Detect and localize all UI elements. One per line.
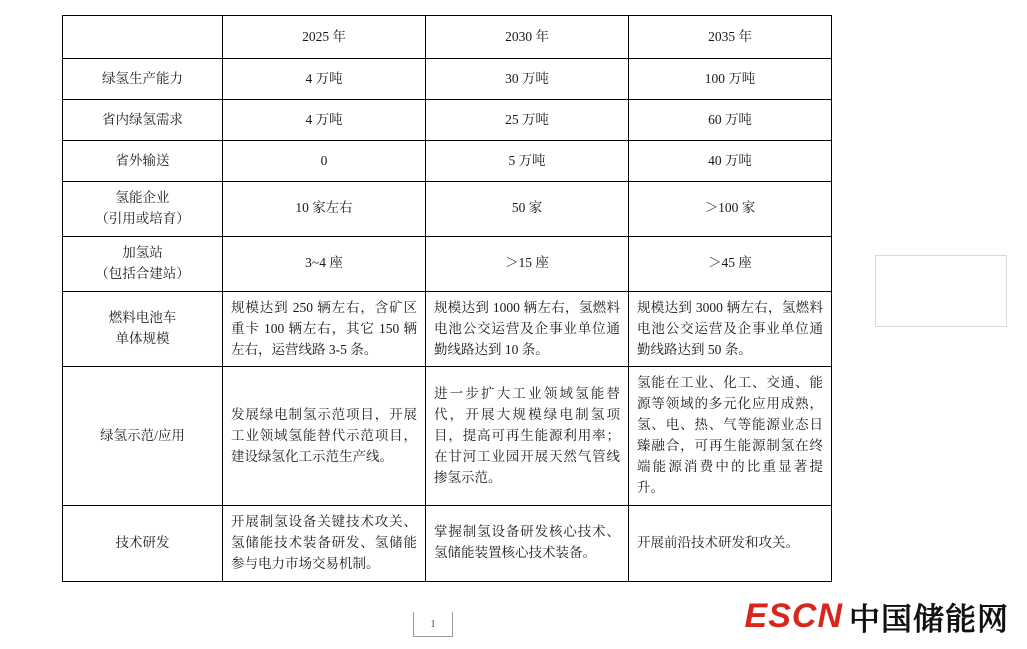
row-label-line2: 单体规模 bbox=[115, 331, 170, 347]
row-cell: 规模达到 1000 辆左右，氢燃料电池公交运营及企事业单位通勤线路达到 10 条。 bbox=[426, 291, 629, 367]
stray-outline-box bbox=[875, 255, 1007, 327]
row-cell: ＞15 座 bbox=[426, 236, 629, 291]
table-row bbox=[63, 59, 832, 100]
row-cell: 0 bbox=[223, 141, 426, 182]
row-cell: 4 万吨 bbox=[223, 59, 426, 100]
row-cell: 规模达到 3000 辆左右，氢燃料电池公交运营及企事业单位通勤线路达到 50 条。 bbox=[629, 291, 832, 367]
table-header-row bbox=[63, 16, 832, 59]
table-row bbox=[63, 141, 832, 182]
table-row bbox=[63, 505, 832, 581]
row-cell: ＞100 家 bbox=[629, 182, 832, 237]
row-label-line1: 氢能企业 bbox=[115, 190, 170, 205]
row-cell: 40 万吨 bbox=[629, 141, 832, 182]
table-row bbox=[63, 236, 832, 291]
row-cell: ＞45 座 bbox=[629, 236, 832, 291]
row-cell: 开展前沿技术研发和攻关。 bbox=[629, 505, 832, 581]
row-label-line1: 加氢站 bbox=[122, 244, 163, 260]
row-cell: 掌握制氢设备研发核心技术、氢储能装置核心技术装备。 bbox=[426, 505, 629, 581]
row-label-line2: （引用或培育） bbox=[95, 210, 190, 226]
row-cell: 5 万吨 bbox=[426, 141, 629, 182]
row-label: 省外输送 bbox=[63, 141, 223, 182]
site-watermark bbox=[745, 594, 1009, 639]
watermark-brand-cn: 中国储能网 bbox=[849, 602, 1009, 637]
table-header-cell-blank bbox=[63, 16, 223, 59]
row-label-line1: 燃料电池车 bbox=[108, 310, 177, 326]
table-row bbox=[63, 367, 832, 506]
row-cell: 进一步扩大工业领域氢能替代，开展大规模绿电制氢项目，提高可再生能源利用率；在甘河工业园开展天然气管线掺氢示范。 bbox=[426, 367, 629, 506]
row-label: 省内绿氢需求 bbox=[63, 100, 223, 141]
row-cell: 100 万吨 bbox=[629, 59, 832, 100]
table-row bbox=[63, 100, 832, 141]
table-row bbox=[63, 291, 832, 367]
row-cell: 60 万吨 bbox=[629, 100, 832, 141]
row-label: 绿氢生产能力 bbox=[63, 59, 223, 100]
policy-table-container bbox=[62, 15, 832, 582]
row-cell: 4 万吨 bbox=[223, 100, 426, 141]
row-cell: 25 万吨 bbox=[426, 100, 629, 141]
table-header-cell-2025: 2025 年 bbox=[223, 16, 426, 59]
page-number-marker: 1 bbox=[413, 612, 453, 637]
row-cell: 氢能在工业、化工、交通、能源等领域的多元化应用成熟，氢、电、热、气等能源业态日臻融合，可再生能源制氢在终端能源消费中的比重显著提升。 bbox=[629, 367, 832, 506]
row-cell: 3~4 座 bbox=[223, 236, 426, 291]
row-cell: 10 家左右 bbox=[223, 182, 426, 237]
row-cell: 规模达到 250 辆左右，含矿区重卡 100 辆左右，其它 150 辆左右，运营线路 3-5 条。 bbox=[223, 291, 426, 367]
row-label-line2: （包括合建站） bbox=[95, 265, 190, 281]
row-cell: 发展绿电制氢示范项目，开展工业领域氢能替代示范项目，建设绿氢化工示范生产线。 bbox=[223, 367, 426, 506]
table-header-cell-2030: 2030 年 bbox=[426, 16, 629, 59]
row-cell: 开展制氢设备关键技术攻关、氢储能技术装备研发、氢储能参与电力市场交易机制。 bbox=[223, 505, 426, 581]
row-cell: 30 万吨 bbox=[426, 59, 629, 100]
row-label: 技术研发 bbox=[63, 505, 223, 581]
table-row bbox=[63, 182, 832, 237]
policy-table bbox=[62, 15, 832, 582]
row-label: 绿氢示范/应用 bbox=[63, 367, 223, 506]
row-label bbox=[63, 236, 223, 291]
row-cell: 50 家 bbox=[426, 182, 629, 237]
row-label bbox=[63, 182, 223, 237]
watermark-brand-latin: ESCN bbox=[744, 597, 843, 635]
row-label bbox=[63, 291, 223, 367]
table-header-cell-2035: 2035 年 bbox=[629, 16, 832, 59]
